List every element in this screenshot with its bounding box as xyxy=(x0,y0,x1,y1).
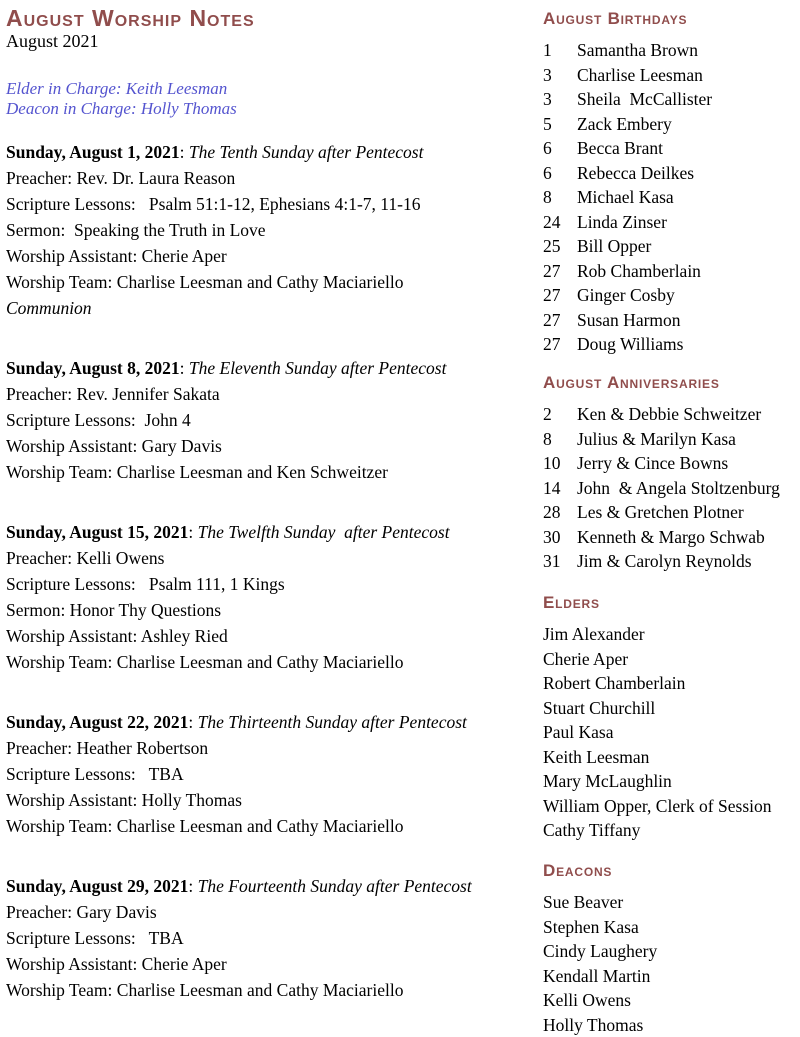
couple-name: Jim & Carolyn Reynolds xyxy=(577,549,793,574)
birthdays-section xyxy=(543,8,793,357)
day-number: 28 xyxy=(543,500,577,525)
day-number: 24 xyxy=(543,210,577,235)
deacon-name: Cindy Laughery xyxy=(543,939,793,964)
service-title: The Thirteenth Sunday after Pentecost xyxy=(198,712,467,732)
elders-section xyxy=(543,592,793,843)
service-date: Sunday, August 8, 2021 xyxy=(6,358,180,378)
anniversaries-heading: August Anniversaries xyxy=(543,372,793,394)
birthday-row xyxy=(543,210,793,235)
birthday-row xyxy=(543,259,793,284)
person-name: Ginger Cosby xyxy=(577,283,793,308)
in-charge-block xyxy=(6,79,531,119)
team-line: Worship Team: Charlise Leesman and Cathy Maciariello xyxy=(6,649,531,675)
day-number: 8 xyxy=(543,427,577,452)
day-number: 6 xyxy=(543,136,577,161)
separator: : xyxy=(188,876,197,896)
deacon-name: Kendall Martin xyxy=(543,964,793,989)
separator: : xyxy=(188,712,197,732)
birthday-row xyxy=(543,234,793,259)
day-number: 14 xyxy=(543,476,577,501)
sermon-line: Sermon: Honor Thy Questions xyxy=(6,597,531,623)
person-name: Rob Chamberlain xyxy=(577,259,793,284)
elder-name: Robert Chamberlain xyxy=(543,671,793,696)
service-heading xyxy=(6,355,531,381)
birthday-row xyxy=(543,332,793,357)
service-block-aug-8 xyxy=(6,355,531,485)
elder-name: Stuart Churchill xyxy=(543,696,793,721)
anniversary-row xyxy=(543,451,793,476)
anniversary-row xyxy=(543,402,793,427)
service-date: Sunday, August 29, 2021 xyxy=(6,876,188,896)
sermon-line: Sermon: Speaking the Truth in Love xyxy=(6,217,531,243)
service-heading xyxy=(6,519,531,545)
service-heading xyxy=(6,139,531,165)
deacon-name: Kelli Owens xyxy=(543,988,793,1013)
elder-name: Cathy Tiffany xyxy=(543,818,793,843)
day-number: 25 xyxy=(543,234,577,259)
elder-name: Paul Kasa xyxy=(543,720,793,745)
preacher-line: Preacher: Gary Davis xyxy=(6,899,531,925)
day-number: 5 xyxy=(543,112,577,137)
day-number: 1 xyxy=(543,38,577,63)
person-name: Michael Kasa xyxy=(577,185,793,210)
assistant-line: Worship Assistant: Cherie Aper xyxy=(6,243,531,269)
day-number: 27 xyxy=(543,259,577,284)
day-number: 31 xyxy=(543,549,577,574)
preacher-line: Preacher: Rev. Dr. Laura Reason xyxy=(6,165,531,191)
team-line: Worship Team: Charlise Leesman and Cathy Maciariello xyxy=(6,269,531,295)
birthday-row xyxy=(543,136,793,161)
team-line: Worship Team: Charlise Leesman and Cathy Maciariello xyxy=(6,977,531,1003)
person-name: Doug Williams xyxy=(577,332,793,357)
assistant-line: Worship Assistant: Holly Thomas xyxy=(6,787,531,813)
day-number: 10 xyxy=(543,451,577,476)
person-name: Zack Embery xyxy=(577,112,793,137)
service-date: Sunday, August 22, 2021 xyxy=(6,712,188,732)
page-title: August Worship Notes xyxy=(6,6,531,30)
couple-name: Les & Gretchen Plotner xyxy=(577,500,793,525)
team-line: Worship Team: Charlise Leesman and Cathy Maciariello xyxy=(6,813,531,839)
worship-notes-column xyxy=(6,6,531,1037)
couple-name: Ken & Debbie Schweitzer xyxy=(577,402,793,427)
separator: : xyxy=(188,522,197,542)
service-title: The Twelfth Sunday after Pentecost xyxy=(198,522,450,542)
birthday-row xyxy=(543,185,793,210)
service-date: Sunday, August 1, 2021 xyxy=(6,142,180,162)
person-name: Charlise Leesman xyxy=(577,63,793,88)
person-name: Linda Zinser xyxy=(577,210,793,235)
elder-name: Jim Alexander xyxy=(543,622,793,647)
page-subtitle: August 2021 xyxy=(6,32,531,51)
service-block-aug-1 xyxy=(6,139,531,321)
person-name: Sheila McCallister xyxy=(577,87,793,112)
birthday-row xyxy=(543,283,793,308)
service-block-aug-15 xyxy=(6,519,531,675)
anniversary-row xyxy=(543,427,793,452)
day-number: 8 xyxy=(543,185,577,210)
birthday-row xyxy=(543,161,793,186)
day-number: 30 xyxy=(543,525,577,550)
day-number: 2 xyxy=(543,402,577,427)
service-heading xyxy=(6,709,531,735)
service-heading xyxy=(6,873,531,899)
service-block-aug-22 xyxy=(6,709,531,839)
birthday-row xyxy=(543,308,793,333)
anniversaries-section xyxy=(543,372,793,574)
person-name: Rebecca Deilkes xyxy=(577,161,793,186)
day-number: 27 xyxy=(543,283,577,308)
scripture-line: Scripture Lessons: Psalm 51:1-12, Ephesians 4:1-7, 11-16 xyxy=(6,191,531,217)
service-title: The Eleventh Sunday after Pentecost xyxy=(189,358,447,378)
scripture-line: Scripture Lessons: John 4 xyxy=(6,407,531,433)
elder-in-charge-line: Elder in Charge: Keith Leesman xyxy=(6,79,531,99)
couple-name: John & Angela Stoltzenburg xyxy=(577,476,793,501)
preacher-line: Preacher: Heather Robertson xyxy=(6,735,531,761)
preacher-line: Preacher: Kelli Owens xyxy=(6,545,531,571)
birthdays-heading: August Birthdays xyxy=(543,8,793,30)
deacon-name: Sue Beaver xyxy=(543,890,793,915)
day-number: 3 xyxy=(543,63,577,88)
elder-name: Keith Leesman xyxy=(543,745,793,770)
scripture-line: Scripture Lessons: TBA xyxy=(6,761,531,787)
deacon-in-charge-line: Deacon in Charge: Holly Thomas xyxy=(6,99,531,119)
communion-note: Communion xyxy=(6,295,531,321)
birthday-row xyxy=(543,38,793,63)
deacons-section xyxy=(543,860,793,1037)
day-number: 3 xyxy=(543,87,577,112)
person-name: Susan Harmon xyxy=(577,308,793,333)
anniversary-row xyxy=(543,525,793,550)
anniversary-row xyxy=(543,549,793,574)
service-block-aug-29 xyxy=(6,873,531,1003)
elder-name: Cherie Aper xyxy=(543,647,793,672)
day-number: 27 xyxy=(543,308,577,333)
birthday-row xyxy=(543,63,793,88)
couple-name: Kenneth & Margo Schwab xyxy=(577,525,793,550)
person-name: Becca Brant xyxy=(577,136,793,161)
service-title: The Fourteenth Sunday after Pentecost xyxy=(198,876,472,896)
service-date: Sunday, August 15, 2021 xyxy=(6,522,188,542)
scripture-line: Scripture Lessons: TBA xyxy=(6,925,531,951)
deacon-name: Holly Thomas xyxy=(543,1013,793,1037)
assistant-line: Worship Assistant: Cherie Aper xyxy=(6,951,531,977)
elder-name: William Opper, Clerk of Session xyxy=(543,794,793,819)
team-line: Worship Team: Charlise Leesman and Ken Schweitzer xyxy=(6,459,531,485)
person-name: Samantha Brown xyxy=(577,38,793,63)
couple-name: Julius & Marilyn Kasa xyxy=(577,427,793,452)
assistant-line: Worship Assistant: Gary Davis xyxy=(6,433,531,459)
preacher-line: Preacher: Rev. Jennifer Sakata xyxy=(6,381,531,407)
service-title: The Tenth Sunday after Pentecost xyxy=(189,142,424,162)
anniversary-row xyxy=(543,476,793,501)
day-number: 27 xyxy=(543,332,577,357)
anniversary-row xyxy=(543,500,793,525)
deacons-heading: Deacons xyxy=(543,860,793,882)
elders-heading: Elders xyxy=(543,592,793,614)
scripture-line: Scripture Lessons: Psalm 111, 1 Kings xyxy=(6,571,531,597)
separator: : xyxy=(180,358,189,378)
deacon-name: Stephen Kasa xyxy=(543,915,793,940)
day-number: 6 xyxy=(543,161,577,186)
couple-name: Jerry & Cince Bowns xyxy=(577,451,793,476)
birthday-row xyxy=(543,112,793,137)
assistant-line: Worship Assistant: Ashley Ried xyxy=(6,623,531,649)
elder-name: Mary McLaughlin xyxy=(543,769,793,794)
birthday-row xyxy=(543,87,793,112)
person-name: Bill Opper xyxy=(577,234,793,259)
separator: : xyxy=(180,142,189,162)
